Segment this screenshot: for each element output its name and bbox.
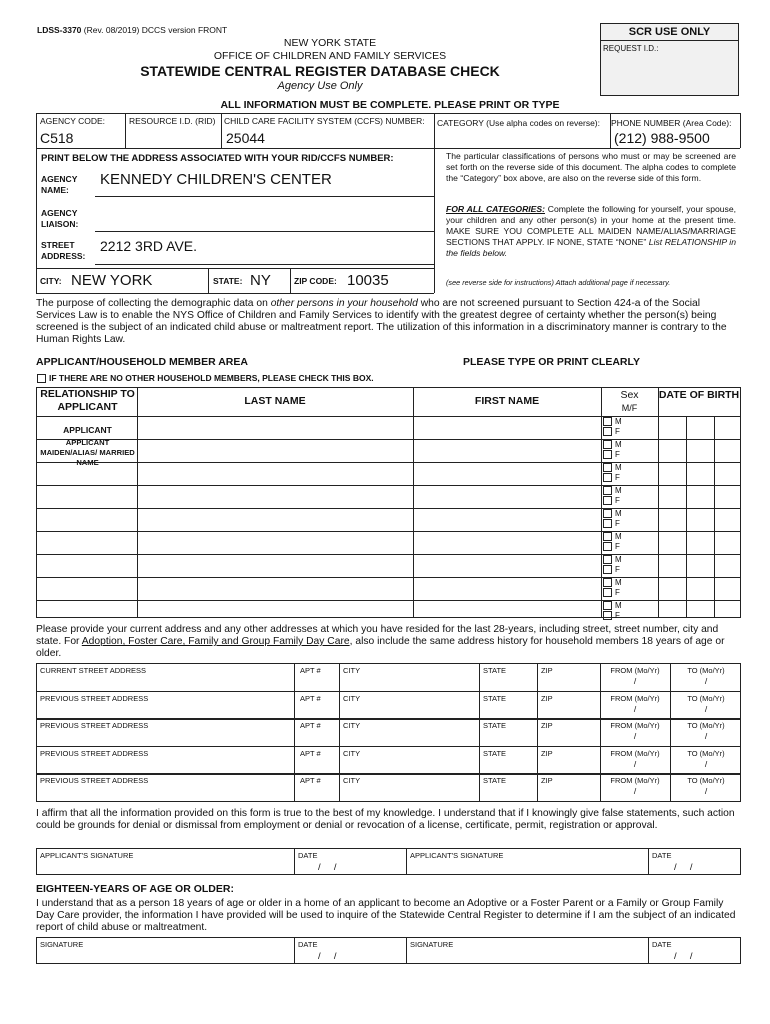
date-slashes-4: / /: [674, 951, 693, 962]
address-col-divider: [537, 773, 538, 801]
category-label: CATEGORY (Use alpha codes on reverse):: [437, 118, 600, 128]
apt-field[interactable]: APT #: [300, 666, 321, 675]
state-field[interactable]: NY: [250, 272, 271, 289]
address-col-divider: [479, 663, 480, 691]
date-slash: /: [704, 786, 708, 796]
address-col-divider: [339, 663, 340, 691]
address-col-divider: [479, 718, 480, 746]
to-date-field[interactable]: TO (Mo/Yr): [687, 666, 725, 675]
zip-field[interactable]: ZIP: [541, 721, 553, 730]
sex-label-f: F: [615, 473, 620, 482]
date-slash: /: [633, 786, 637, 796]
date-slash: /: [704, 731, 708, 741]
affirm-text: I affirm that all the information provided on this form is true to the best of my knowledge. I understand that if I knowingly give false statements, such action could be grounds for denial or dismissal from employment or denial or revocation of a license, certificate, permit, registration or approval.: [36, 808, 735, 831]
sex-label-m: M: [615, 509, 622, 518]
phone-label: PHONE NUMBER (Area Code):: [611, 118, 732, 128]
city-field[interactable]: CITY: [343, 666, 361, 675]
sex-label-f: F: [615, 565, 620, 574]
row-maiden: APPLICANT MAIDEN/ALIAS/ MARRIED NAME: [40, 438, 135, 467]
state-field[interactable]: STATE: [483, 776, 507, 785]
sex-option-f[interactable]: [603, 450, 659, 459]
date-slashes-2: / /: [674, 862, 693, 873]
address-col-divider: [479, 746, 480, 774]
address-col-divider: [537, 718, 538, 746]
sex-checkbox-m[interactable]: [603, 440, 612, 449]
address-col-divider: [600, 746, 601, 774]
household-area-label: APPLICANT/HOUSEHOLD MEMBER AREA: [36, 356, 248, 368]
household-row-divider: [36, 439, 741, 440]
agency-use-only: Agency Use Only: [277, 80, 363, 92]
address-section-label: PRINT BELOW THE ADDRESS ASSOCIATED WITH YOUR RID/CCFS NUMBER:: [41, 153, 394, 164]
address-col-divider: [537, 746, 538, 774]
from-date-field[interactable]: FROM (Mo/Yr): [610, 749, 660, 758]
sex-option-m[interactable]: [603, 555, 659, 564]
sex-label-f: F: [615, 611, 620, 620]
sex-checkbox-f[interactable]: [603, 611, 612, 620]
sex-option-m[interactable]: [603, 486, 659, 495]
state-label: STATE:: [213, 276, 243, 286]
sex-option-f[interactable]: [603, 611, 659, 620]
office-name: OFFICE OF CHILDREN AND FAMILY SERVICES: [213, 50, 447, 62]
state-name: NEW YORK STATE: [283, 37, 377, 49]
sex-label-m: M: [615, 417, 622, 426]
street-address-field[interactable]: PREVIOUS STREET ADDRESS: [40, 776, 149, 785]
household-row-divider: [36, 577, 741, 578]
date-field-4[interactable]: DATE: [652, 940, 672, 949]
date-slash: /: [633, 676, 637, 686]
agency-code-label: AGENCY CODE:: [40, 116, 106, 126]
address-col-divider: [600, 691, 601, 719]
sex-checkbox-f[interactable]: [603, 588, 612, 597]
address-col-divider: [339, 718, 340, 746]
address-col-divider: [294, 773, 295, 801]
street-address-field[interactable]: PREVIOUS STREET ADDRESS: [40, 694, 149, 703]
sex-checkbox-m[interactable]: [603, 555, 612, 564]
date-slash: /: [704, 676, 708, 686]
complete-instruction: ALL INFORMATION MUST BE COMPLETE. PLEASE PRINT OR TYPE: [220, 99, 560, 111]
city-field[interactable]: NEW YORK: [71, 272, 153, 289]
col-sex: Sex M/F: [620, 389, 639, 413]
sex-option-f[interactable]: [603, 519, 659, 528]
sex-checkbox-f[interactable]: [603, 496, 612, 505]
address-col-divider: [600, 773, 601, 801]
eighteen-heading: EIGHTEEN-YEARS OF AGE OR OLDER:: [36, 883, 234, 895]
print-clearly-label: PLEASE TYPE OR PRINT CLEARLY: [463, 356, 640, 368]
city-field[interactable]: CITY: [343, 694, 361, 703]
sex-option-m[interactable]: [603, 509, 659, 518]
state-field[interactable]: STATE: [483, 721, 507, 730]
reverse-note: (see reverse side for instructions) Attach additional page if necessary.: [446, 278, 671, 287]
sex-label-f: F: [615, 519, 620, 528]
city-field[interactable]: CITY: [343, 776, 361, 785]
to-date-field[interactable]: TO (Mo/Yr): [687, 776, 725, 785]
city-field[interactable]: CITY: [343, 721, 361, 730]
sex-label-m: M: [615, 555, 622, 564]
from-date-field[interactable]: FROM (Mo/Yr): [610, 666, 660, 675]
agency-name-label: AGENCY NAME:: [41, 174, 78, 195]
col-dob: DATE OF BIRTH: [658, 389, 740, 401]
row-applicant: APPLICANT: [63, 425, 112, 435]
address-col-divider: [600, 718, 601, 746]
zip-field[interactable]: ZIP: [541, 749, 553, 758]
sex-option-f[interactable]: [603, 496, 659, 505]
to-date-field[interactable]: TO (Mo/Yr): [687, 749, 725, 758]
col-first-name: FIRST NAME: [474, 395, 540, 407]
sex-checkbox-f[interactable]: [603, 565, 612, 574]
sex-checkbox-f[interactable]: [603, 519, 612, 528]
date-slashes-1: / /: [318, 862, 337, 873]
apt-field[interactable]: APT #: [300, 694, 321, 703]
col-relationship: RELATIONSHIP TO APPLICANT: [40, 388, 135, 413]
sex-option-f[interactable]: [603, 473, 659, 482]
agency-code-field[interactable]: C518: [40, 130, 74, 146]
household-row-divider: [36, 600, 741, 601]
household-row-divider: [36, 462, 741, 463]
sex-checkbox-m[interactable]: [603, 417, 612, 426]
from-date-field[interactable]: FROM (Mo/Yr): [610, 776, 660, 785]
date-slash: /: [633, 731, 637, 741]
apt-field[interactable]: APT #: [300, 749, 321, 758]
liaison-label: AGENCY LIAISON:: [41, 208, 79, 229]
date-slash: /: [704, 759, 708, 769]
address-col-divider: [537, 691, 538, 719]
eighteen-signature-box: [36, 937, 741, 964]
date-slash: /: [704, 704, 708, 714]
street-field[interactable]: 2212 3RD AVE.: [100, 238, 198, 254]
city-label: CITY:: [40, 276, 62, 286]
sex-option-f[interactable]: [603, 588, 659, 597]
address-col-divider: [339, 773, 340, 801]
sex-checkbox-f[interactable]: [603, 473, 612, 482]
scr-use-box: [600, 23, 739, 96]
address-col-divider: [339, 691, 340, 719]
sex-checkbox-f[interactable]: [603, 450, 612, 459]
purpose-text: The purpose of collecting the demographic data on other persons in your household who are not screened pursuant to Section 424-a of the Social Services Law is to enable the NYS Office of Children and Family Services to identify with the greatest degree of certainty whether the person(s) being screened is the subject of an indicated child abuse or maltreatment report. The utilization of this information in a discriminatory manner is contrary to the Human Rights Law.: [36, 298, 727, 345]
scr-use-title: SCR USE ONLY: [601, 24, 738, 41]
sex-label-f: F: [615, 542, 620, 551]
street-address-field[interactable]: PREVIOUS STREET ADDRESS: [40, 749, 149, 758]
sex-checkbox-m[interactable]: [603, 463, 612, 472]
date-slashes-3: / /: [318, 951, 337, 962]
address-col-divider: [294, 691, 295, 719]
sex-label-m: M: [615, 440, 622, 449]
phone-field[interactable]: (212) 988-9500: [614, 130, 710, 146]
form-title: STATEWIDE CENTRAL REGISTER DATABASE CHECK: [140, 63, 500, 79]
to-date-field[interactable]: TO (Mo/Yr): [687, 694, 725, 703]
rid-label: RESOURCE I.D. (RID): [129, 116, 216, 126]
address-col-divider: [294, 746, 295, 774]
state-field[interactable]: STATE: [483, 749, 507, 758]
zip-field[interactable]: ZIP: [541, 666, 553, 675]
address-col-divider: [670, 691, 671, 719]
ccfs-label: CHILD CARE FACILITY SYSTEM (CCFS) NUMBER:: [224, 116, 425, 126]
no-members-checkbox[interactable]: [37, 374, 46, 383]
applicant-signature-field-2[interactable]: APPLICANT'S SIGNATURE: [410, 851, 504, 860]
street-address-field[interactable]: CURRENT STREET ADDRESS: [40, 666, 146, 675]
street-address-field[interactable]: PREVIOUS STREET ADDRESS: [40, 721, 149, 730]
apt-field[interactable]: APT #: [300, 776, 321, 785]
all-categories-note: FOR ALL CATEGORIES: Complete the following for yourself, your spouse, your children and any other person(s) in your home at the present time. MAKE SURE YOU COMPLETE ALL MAIDEN NAME/ALIAS/MARRIAGE SECTIONS THAT APPLY. IF NONE, STATE “NONE” List RELATIONSHIP in the fields below.: [446, 204, 736, 258]
address-col-divider: [479, 773, 480, 801]
address-col-divider: [537, 663, 538, 691]
address-col-divider: [294, 663, 295, 691]
zip-field[interactable]: 10035: [347, 272, 389, 289]
applicant-signature-field-1[interactable]: APPLICANT'S SIGNATURE: [40, 851, 134, 860]
sex-label-m: M: [615, 486, 622, 495]
affirm-signature-box: [36, 848, 741, 875]
sex-label-f: F: [615, 496, 620, 505]
sex-label-m: M: [615, 463, 622, 472]
signature-field-1[interactable]: SIGNATURE: [40, 940, 84, 949]
sex-checkbox-f[interactable]: [603, 542, 612, 551]
address-col-divider: [670, 718, 671, 746]
sex-checkbox-f[interactable]: [603, 427, 612, 436]
col-last-name: LAST NAME: [244, 395, 306, 407]
sex-label-f: F: [615, 588, 620, 597]
from-date-field[interactable]: FROM (Mo/Yr): [610, 694, 660, 703]
address-col-divider: [670, 746, 671, 774]
sex-option-f[interactable]: [603, 565, 659, 574]
address-col-divider: [670, 773, 671, 801]
sex-option-m[interactable]: [603, 578, 659, 587]
zip-field[interactable]: ZIP: [541, 776, 553, 785]
household-row-divider: [36, 485, 741, 486]
household-row-divider: [36, 508, 741, 509]
address-col-divider: [339, 746, 340, 774]
state-field[interactable]: STATE: [483, 666, 507, 675]
ccfs-field[interactable]: 25044: [226, 130, 265, 146]
household-row-divider: [36, 554, 741, 555]
address-history-intro: Please provide your current address and any other addresses at which you have resided for the last 28-years, including street, street number, city and state. For Adoption, Foster Care, Family and Group Family Day Care, also include the same address history for household members 18 years of age or older.: [36, 624, 725, 659]
request-id-label: REQUEST I.D.:: [603, 44, 659, 53]
sex-option-m[interactable]: [603, 601, 659, 610]
date-slash: /: [633, 759, 637, 769]
sex-checkbox-m[interactable]: [603, 578, 612, 587]
zip-label: ZIP CODE:: [294, 276, 337, 286]
to-date-field[interactable]: TO (Mo/Yr): [687, 721, 725, 730]
date-slash: /: [633, 704, 637, 714]
sex-checkbox-m[interactable]: [603, 486, 612, 495]
classification-note: The particular classifications of persons who must or may be screened are set forth on the reverse side of this document. The alpha codes to complete the “Category” box above, are also on the reverse side of this form.: [446, 151, 736, 183]
sex-label-f: F: [615, 450, 620, 459]
sex-checkbox-m[interactable]: [603, 509, 612, 518]
address-col-divider: [294, 718, 295, 746]
agency-name-field[interactable]: KENNEDY CHILDREN'S CENTER: [100, 171, 332, 188]
sex-option-m[interactable]: [603, 463, 659, 472]
form-code: LDSS-3370 (Rev. 08/2019) DCCS version FRONT: [37, 25, 228, 35]
city-field[interactable]: CITY: [343, 749, 361, 758]
sex-label-f: F: [615, 427, 620, 436]
address-col-divider: [670, 663, 671, 691]
sex-option-f[interactable]: [603, 427, 659, 436]
sex-checkbox-m[interactable]: [603, 532, 612, 541]
sex-label-m: M: [615, 601, 622, 610]
apt-field[interactable]: APT #: [300, 721, 321, 730]
eighteen-text: I understand that as a person 18 years of age or older in a home of an applicant to become an Adoptive or a Foster Parent or a Family or Group Family Day Care provider, the information I have provided will be used to inquire of the Statewide Central Register to determine if I am the subject of an indicated report of child abuse or maltreatment.: [36, 898, 736, 933]
from-date-field[interactable]: FROM (Mo/Yr): [610, 721, 660, 730]
signature-field-2[interactable]: SIGNATURE: [410, 940, 454, 949]
sex-option-f[interactable]: [603, 542, 659, 551]
no-members-row: IF THERE ARE NO OTHER HOUSEHOLD MEMBERS, PLEASE CHECK THIS BOX.: [37, 373, 374, 383]
state-field[interactable]: STATE: [483, 694, 507, 703]
sex-option-m[interactable]: [603, 417, 659, 426]
address-col-divider: [479, 691, 480, 719]
date-field-2[interactable]: DATE: [652, 851, 672, 860]
street-label: STREET ADDRESS:: [41, 240, 86, 261]
sex-option-m[interactable]: [603, 440, 659, 449]
sex-label-m: M: [615, 578, 622, 587]
zip-field[interactable]: ZIP: [541, 694, 553, 703]
date-field-1[interactable]: DATE: [298, 851, 318, 860]
date-field-3[interactable]: DATE: [298, 940, 318, 949]
sex-label-m: M: [615, 532, 622, 541]
sex-checkbox-m[interactable]: [603, 601, 612, 610]
household-row-divider: [36, 531, 741, 532]
sex-option-m[interactable]: [603, 532, 659, 541]
address-col-divider: [600, 663, 601, 691]
